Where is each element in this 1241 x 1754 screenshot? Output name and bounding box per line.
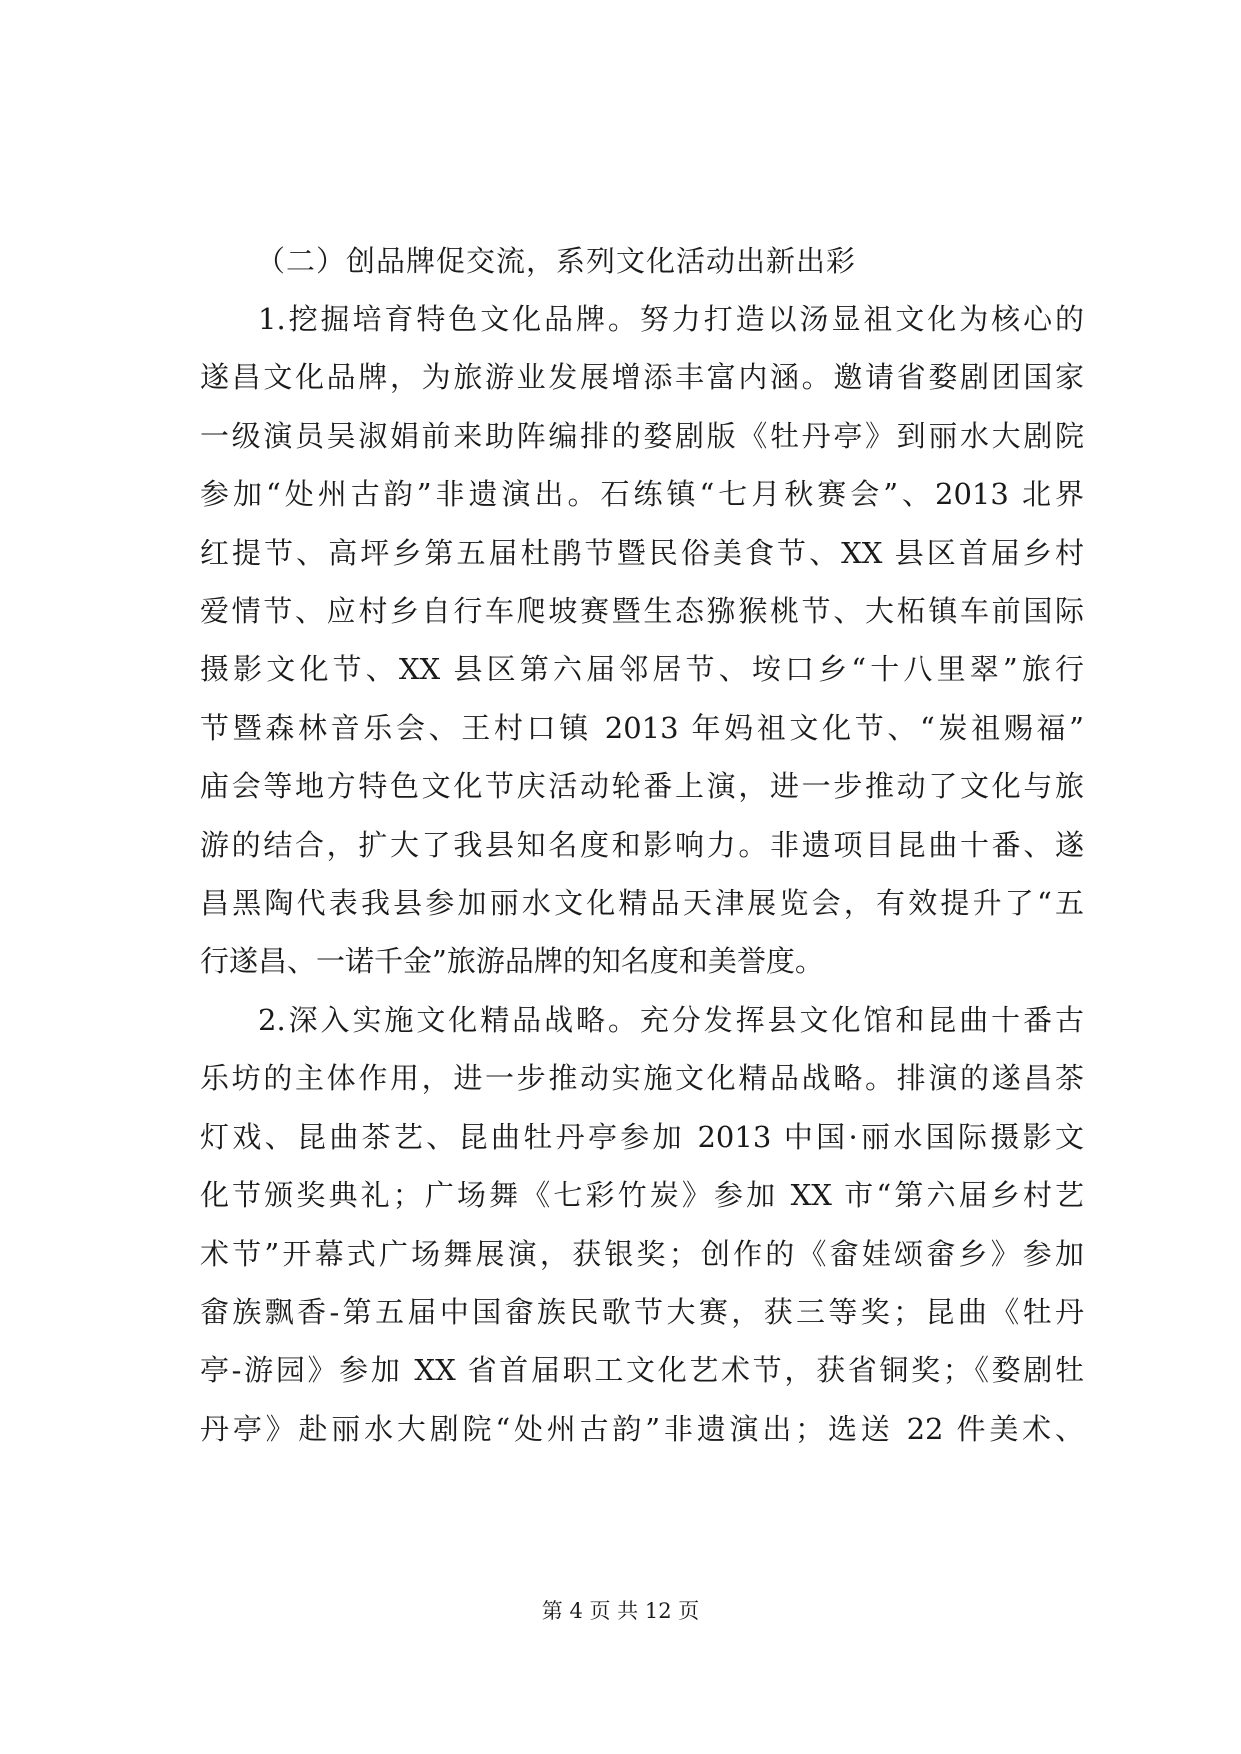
text-line: 行遂昌、一诺千金”旅游品牌的知名度和美誉度。 [200,944,824,979]
text-line: 一级演员吴淑娟前来助阵编排的婺剧版《牡丹亭》到丽水大剧院 [200,418,1084,453]
text-line: 节暨森林音乐会、王村口镇 2013 年妈祖文化节、“炭祖赐福” [200,710,1084,745]
text-line: 1.挖掘培育特色文化品牌。努力打造以汤显祖文化为核心的 [258,302,1084,336]
text-line: 红提节、高坪乡第五届杜鹃节暨民俗美食节、XX 县区首届乡村 [200,535,1084,570]
text-line: 遂昌文化品牌，为旅游业发展增添丰富内涵。邀请省婺剧团国家 [200,360,1084,395]
section-heading: （二）创品牌促交流，系列文化活动出新出彩 [256,244,857,278]
text-line: 昌黑陶代表我县参加丽水文化精品天津展览会，有效提升了“五 [200,886,1084,921]
text-line: 亭-游园》参加 XX 省首届职工文化艺术节，获省铜奖；《婺剧牡 [200,1353,1084,1388]
text-line: 术节”开幕式广场舞展演，获银奖；创作的《畲娃颂畲乡》参加 [200,1236,1084,1271]
paragraph-2 [200,991,1084,1458]
paragraph-1 [200,290,1084,991]
text-line: 2.深入实施文化精品战略。充分发挥县文化馆和昆曲十番古 [258,1002,1084,1037]
text-line: 爱情节、应村乡自行车爬坡赛暨生态猕猴桃节、大柘镇车前国际 [200,594,1084,629]
text-line: 丹亭》赴丽水大剧院“处州古韵”非遗演出；选送 22 件美术、 [200,1411,1084,1446]
text-line: 参加“处州古韵”非遗演出。石练镇“七月秋赛会”、2013 北界 [200,477,1084,512]
text-line: 摄影文化节、XX 县区第六届邻居节、垵口乡“十八里翠”旅行 [200,652,1084,687]
text-line: 乐坊的主体作用，进一步推动实施文化精品战略。排演的遂昌茶 [200,1061,1084,1096]
text-line: 畲族飘香-第五届中国畲族民歌节大赛，获三等奖；昆曲《牡丹 [200,1294,1084,1329]
text-line: 化节颁奖典礼；广场舞《七彩竹炭》参加 XX 市“第六届乡村艺 [200,1178,1084,1213]
text-line: 灯戏、昆曲茶艺、昆曲牡丹亭参加 2013 中国·丽水国际摄影文 [200,1119,1084,1154]
text-line: 游的结合，扩大了我县知名度和影响力。非遗项目昆曲十番、遂 [200,827,1084,862]
document-body [200,232,1084,1458]
text-line: 庙会等地方特色文化节庆活动轮番上演，进一步推动了文化与旅 [200,769,1084,804]
page-number-footer: 第 4 页 共 12 页 [541,1599,700,1623]
